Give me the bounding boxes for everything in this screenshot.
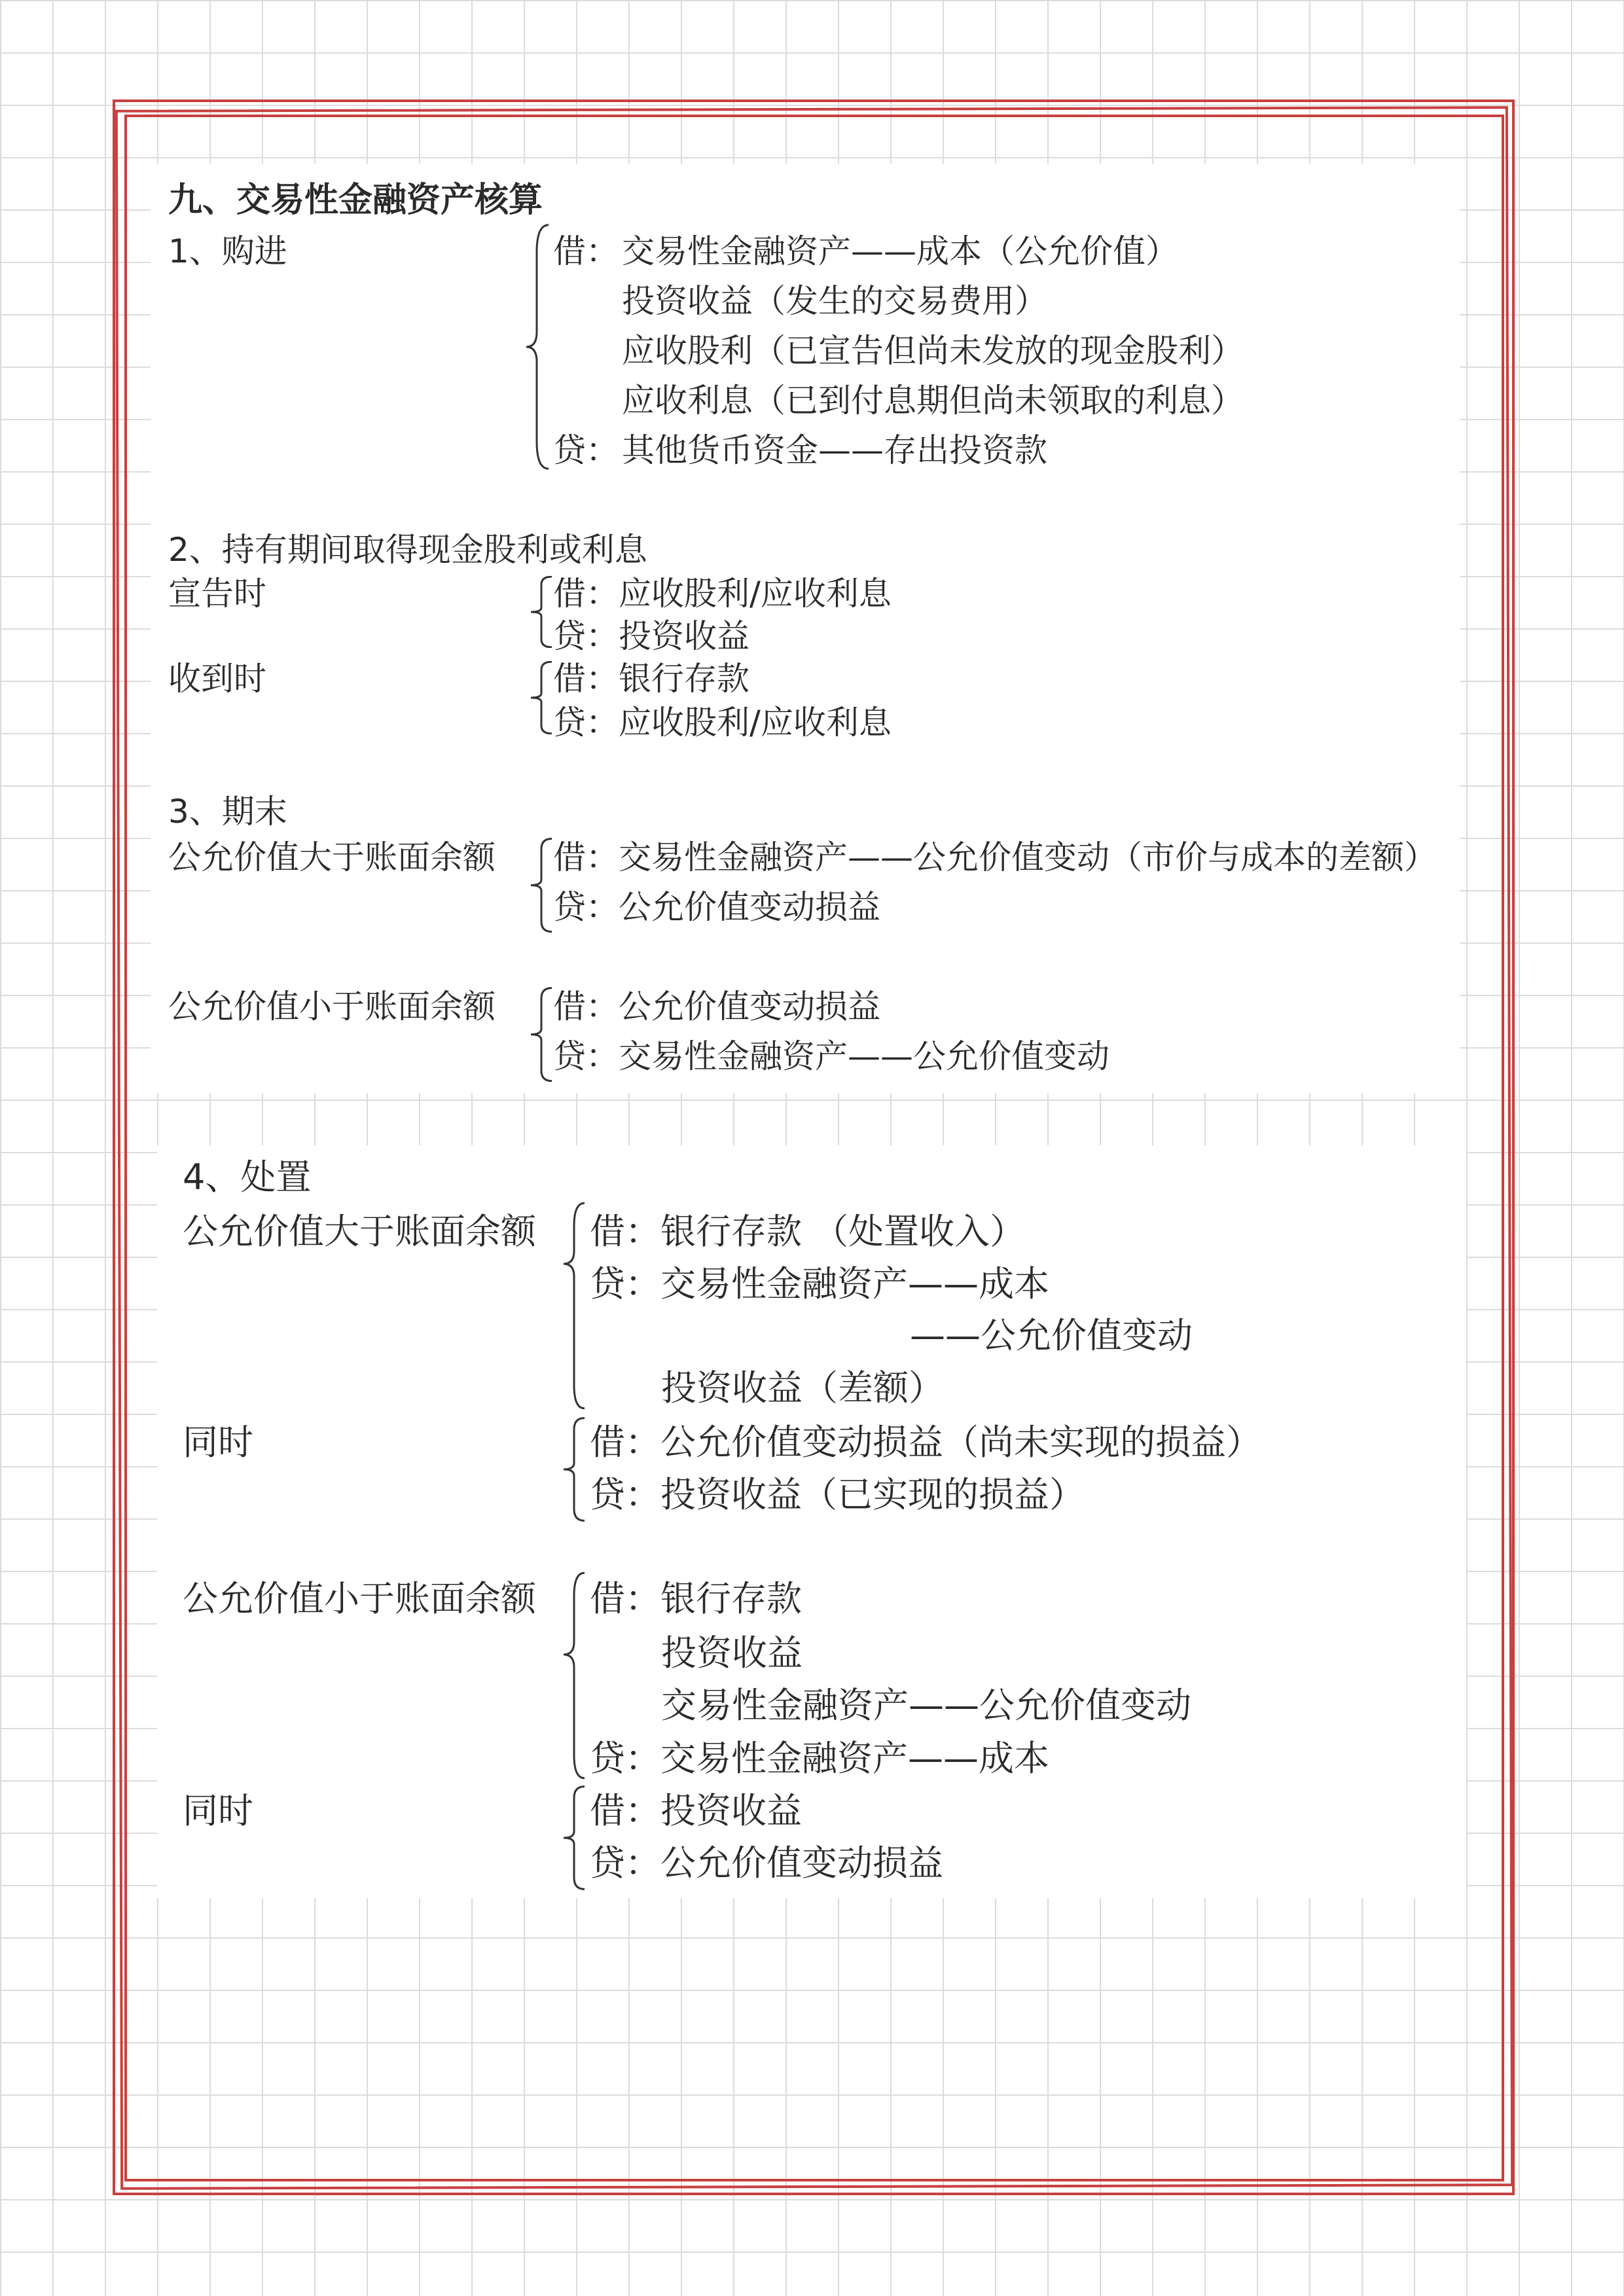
entry-line: 借：交易性金融资产——公允价值变动（市价与成本的差额）: [553, 838, 1437, 876]
section-heading: 1、购进: [168, 232, 287, 270]
brace: [560, 1417, 586, 1522]
case-label: 公允价值大于账面余额: [168, 838, 496, 876]
content-sheet-bottom: [157, 1145, 1466, 1898]
entry-line: 借：银行存款 （处置收入）: [590, 1211, 1026, 1252]
entry-line: 投资收益（差额）: [661, 1367, 944, 1408]
entry-line: 投资收益（发生的交易费用）: [622, 282, 1047, 320]
entry-line: 交易性金融资产——公允价值变动: [661, 1685, 1191, 1726]
entry-line: 借：应收股利/应收利息: [553, 575, 892, 613]
entry-line: 借：投资收益: [590, 1790, 802, 1831]
entry-line: 贷：投资收益（已实现的损益）: [590, 1474, 1085, 1515]
section-heading: 2、持有期间取得现金股利或利息: [168, 531, 647, 569]
entry-line: 其他货币资金——存出投资款: [622, 431, 1047, 469]
section-heading: 3、期末: [168, 793, 287, 831]
entry-line: 贷：交易性金融资产——成本: [590, 1738, 1049, 1779]
credit-label: 贷：: [553, 431, 619, 469]
entry-line: 投资收益: [661, 1632, 803, 1674]
case-label: 宣告时: [168, 575, 266, 613]
entry-line: 交易性金融资产——成本（公允价值）: [622, 232, 1178, 270]
entry-line: 贷：公允价值变动损益: [590, 1842, 943, 1884]
brace: [560, 1201, 586, 1410]
section-heading: 4、处置: [183, 1157, 312, 1198]
entry-line: 借：银行存款: [590, 1578, 802, 1619]
case-label: 收到时: [168, 660, 266, 698]
brace: [560, 1785, 586, 1890]
brace: [560, 1571, 586, 1780]
entry-line: 贷：投资收益: [553, 617, 749, 655]
brace: [527, 987, 553, 1082]
entry-line: 贷：交易性金融资产——成本: [590, 1263, 1049, 1304]
entry-line: 应收利息（已到付息期但尚未领取的利息）: [622, 382, 1244, 420]
brace: [527, 661, 553, 734]
entry-line: 贷：应收股利/应收利息: [553, 704, 892, 742]
entry-line: 应收股利（已宣告但尚未发放的现金股利）: [622, 332, 1244, 370]
entry-line: 贷：交易性金融资产——公允价值变动: [553, 1037, 1110, 1075]
entry-line: 贷：公允价值变动损益: [553, 888, 880, 926]
debit-label: 借：: [553, 232, 619, 270]
case-label: 公允价值小于账面余额: [168, 988, 496, 1026]
case-label: 公允价值小于账面余额: [183, 1578, 536, 1619]
entry-line: ——公允价值变动: [910, 1315, 1193, 1356]
entry-line: 借：银行存款: [553, 660, 749, 698]
case-label: 同时: [183, 1422, 253, 1463]
case-label: 同时: [183, 1790, 253, 1831]
entry-line: 借：公允价值变动损益: [553, 988, 880, 1026]
entry-line: 借：公允价值变动损益（尚未实现的损益）: [590, 1422, 1261, 1463]
page-title: 九、交易性金融资产核算: [168, 181, 543, 220]
brace: [527, 838, 553, 933]
brace: [527, 576, 553, 648]
brace: [524, 223, 550, 471]
case-label: 公允价值大于账面余额: [183, 1211, 536, 1252]
